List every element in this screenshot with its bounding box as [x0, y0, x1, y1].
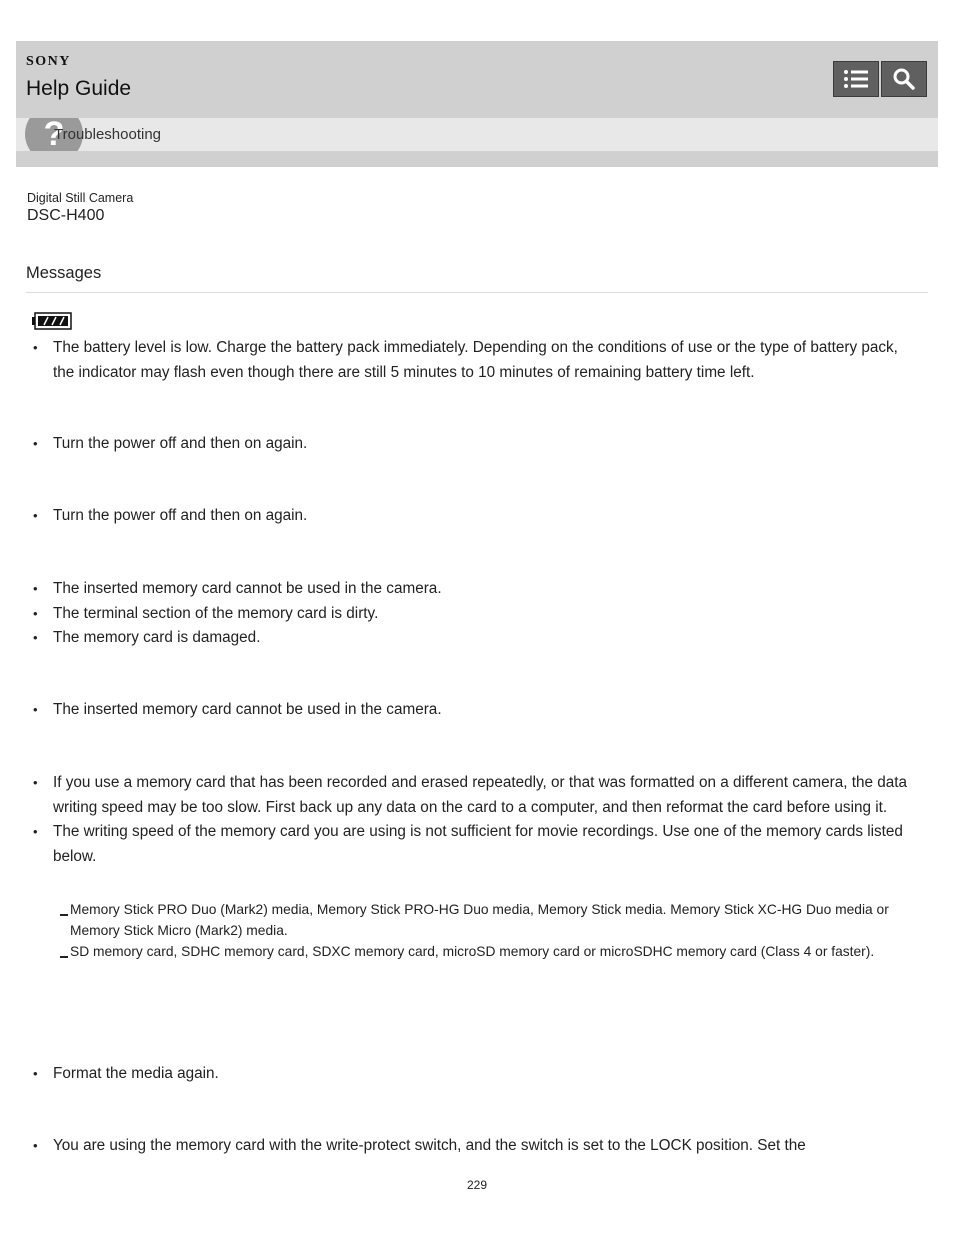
list-item: • You are using the memory card with the write-protect switch, and the switch is set to the LOCK position. Set the	[0, 1134, 920, 1159]
list-item: • The inserted memory card cannot be used in the camera.	[0, 698, 920, 723]
message-section-power-1	[0, 432, 920, 457]
header-bar	[16, 41, 938, 118]
page-number: 229	[466, 1178, 488, 1192]
sony-logo: SONY	[26, 54, 71, 69]
list-item: • If you use a memory card that has been recorded and erased repeatedly, or that was formatted on a different camera, the data writing speed may be too slow. First back up any data on the card to a computer, and then reformat the card before using it.	[0, 771, 920, 820]
list-item: • The terminal section of the memory card is dirty.	[0, 602, 920, 627]
list-item: • Turn the power off and then on again.	[0, 504, 920, 529]
message-section-power-2	[0, 504, 920, 529]
message-section-battery	[0, 336, 920, 385]
list-item: • Turn the power off and then on again.	[0, 432, 920, 457]
search-icon	[892, 67, 916, 91]
list-item: • Format the media again.	[0, 1062, 920, 1087]
list-icon	[843, 68, 869, 90]
product-model: DSC-H400	[27, 207, 105, 224]
heading-divider	[26, 292, 928, 293]
message-section-card-unusable	[0, 698, 920, 723]
supported-media-list	[0, 899, 921, 962]
message-section-write-speed	[0, 771, 920, 869]
message-section-format	[0, 1062, 920, 1087]
breadcrumb-troubleshooting[interactable]: Troubleshooting	[54, 126, 162, 143]
breadcrumb	[16, 118, 938, 151]
sub-list-item: SD memory card, SDHC memory card, SDXC memory card, microSD memory card or microSDHC memory card (Class 4 or faster).	[0, 941, 921, 962]
table-of-contents-button[interactable]	[833, 61, 879, 97]
search-button[interactable]	[881, 61, 927, 97]
list-item: • The battery level is low. Charge the battery pack immediately. Depending on the conditions of use or the type of battery pack, the indicator may flash even though there are still 5 minutes to 10 minutes of remaining battery time left.	[0, 336, 920, 385]
help-guide-title[interactable]: Help Guide	[26, 77, 132, 100]
low-battery-icon	[32, 312, 72, 330]
message-section-memory-card-error	[0, 577, 920, 651]
list-item: • The memory card is damaged.	[0, 626, 920, 651]
sub-list-item: Memory Stick PRO Duo (Mark2) media, Memory Stick PRO-HG Duo media, Memory Stick media. Memory Stick XC-HG Duo media or Memory Stick Micro (Mark2) media.	[0, 899, 921, 941]
list-item: • The writing speed of the memory card you are using is not sufficient for movie recordings. Use one of the memory cards listed below.	[0, 820, 920, 869]
product-type: Digital Still Camera	[27, 191, 134, 205]
page-title: Messages	[26, 264, 102, 282]
message-section-write-protect	[0, 1134, 920, 1159]
breadcrumb-footer-bar	[16, 151, 938, 167]
list-item: • The inserted memory card cannot be used in the camera.	[0, 577, 920, 602]
question-mark-icon: ?	[25, 118, 83, 151]
